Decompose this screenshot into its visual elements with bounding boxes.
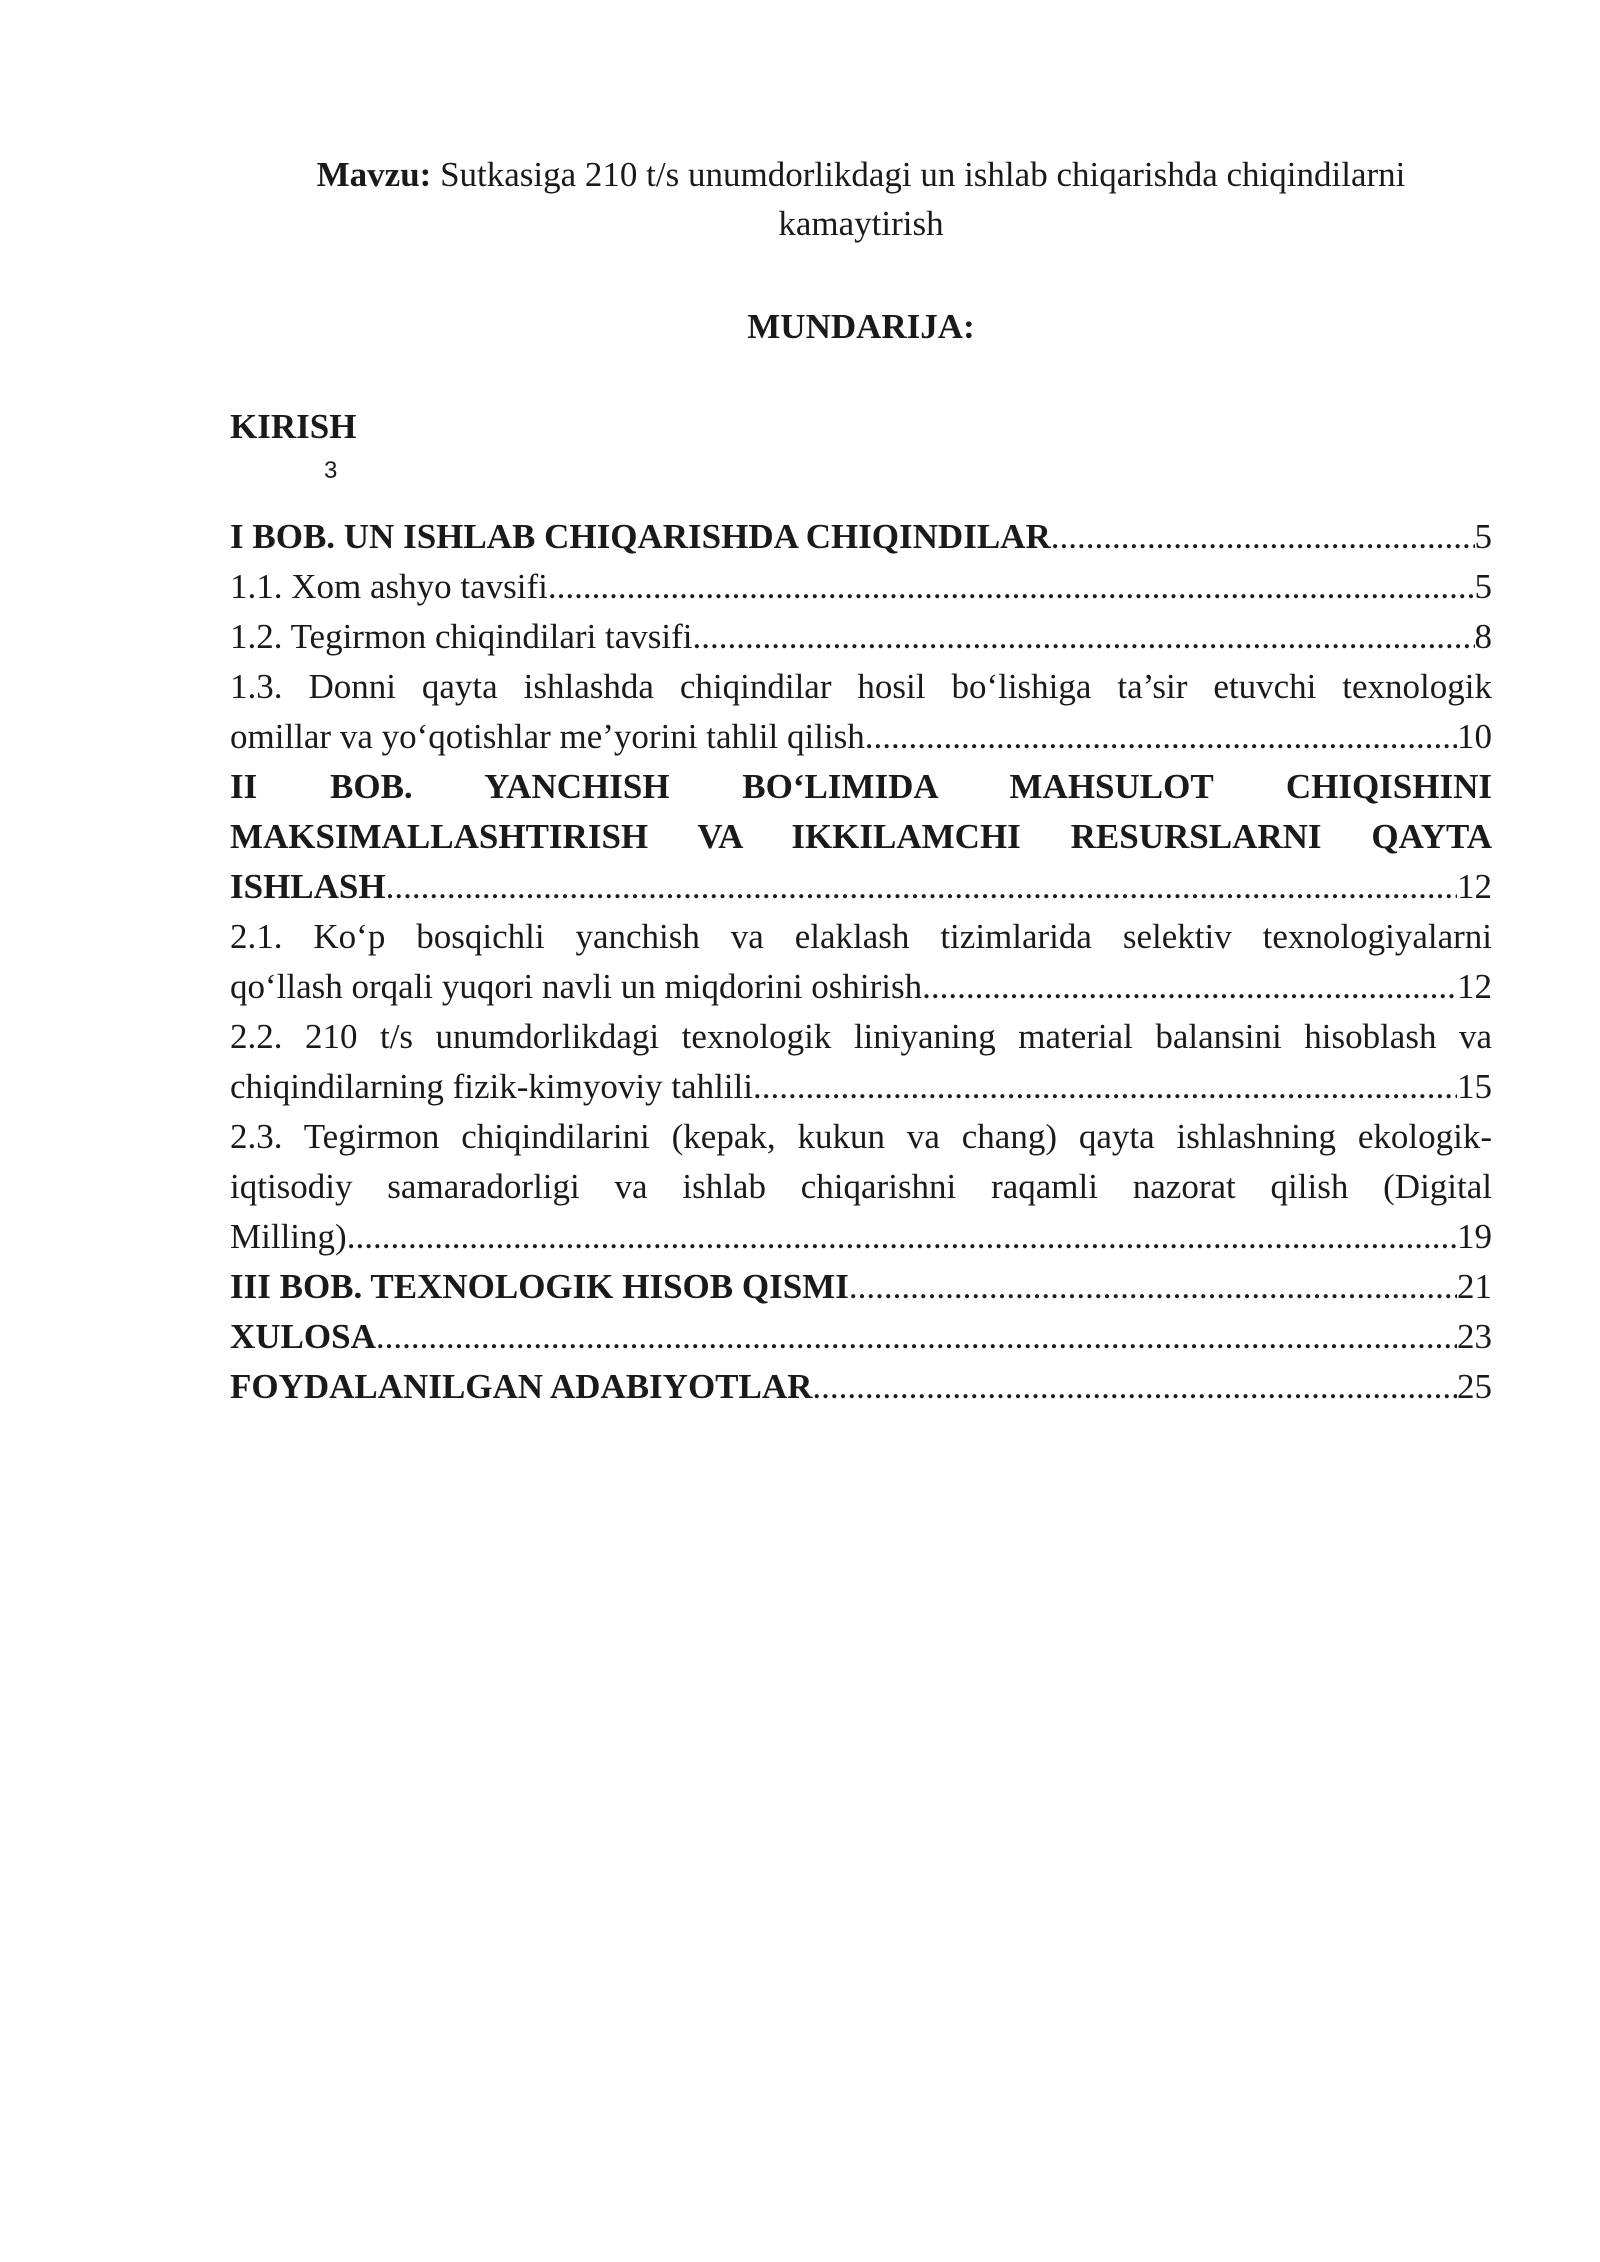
toc-entry (230, 1312, 1492, 1362)
toc-entry-last-line (230, 612, 1492, 662)
dot-leader (693, 612, 1475, 662)
toc-entry-title: 1.2. Tegirmon chiqindilari tavsifi (230, 617, 693, 656)
toc-entry-title: I BOB. UN ISHLAB CHIQARISHDA CHIQINDILAR (230, 517, 1051, 556)
toc-entry-last-line (230, 562, 1492, 612)
topic-line-1 (230, 150, 1492, 199)
toc-entry-last-line (230, 1262, 1492, 1312)
contents-heading: MUNDARIJA: (747, 307, 975, 346)
dot-leader (812, 1362, 1457, 1412)
toc-entry-page-number: 10 (1457, 717, 1492, 756)
toc-entry-page-number: 12 (1457, 967, 1492, 1006)
toc-entry-intro-title: KIRISH (230, 407, 357, 446)
dot-leader (922, 962, 1457, 1012)
dot-leader (548, 562, 1475, 612)
toc-entry-page-number: 5 (1474, 517, 1492, 556)
dot-leader (849, 1262, 1457, 1312)
dot-leader (753, 1062, 1457, 1112)
toc-entry-page-number: 23 (1457, 1317, 1492, 1356)
toc-entry-last-line (230, 512, 1492, 562)
toc-entry-last-line (230, 962, 1492, 1012)
toc-entry-title: FOYDALANILGAN ADABIYOTLAR (230, 1367, 813, 1406)
toc-entry-page-number: 12 (1457, 867, 1492, 906)
toc-entry (230, 1362, 1492, 1412)
toc-entry-title: XULOSA (230, 1317, 376, 1356)
toc-entry-last-line (230, 1062, 1492, 1112)
toc-entry-line: II BOB. YANCHISH BO‘LIMIDA MAHSULOT CHIQISHINI (230, 767, 1492, 806)
toc-entry-page-number: 25 (1457, 1367, 1492, 1406)
toc-entry-title: Milling) (230, 1217, 347, 1256)
toc-entry (230, 662, 1492, 762)
toc-entry-last-line (230, 1362, 1492, 1412)
toc-entry-page-number: 21 (1457, 1267, 1492, 1306)
toc-entry (230, 912, 1492, 1012)
dot-leader (386, 862, 1457, 912)
toc-entry-last-line (230, 1212, 1492, 1262)
toc-entry-page-number: 5 (1474, 567, 1492, 606)
topic-title-line-2: kamaytirish (778, 204, 944, 243)
toc-entry-line: 2.3. Tegirmon chiqindilarini (kepak, kukun va chang) qayta ishlashning ekologik- (230, 1117, 1492, 1156)
toc-entry (230, 1012, 1492, 1112)
toc-entry (230, 1112, 1492, 1262)
toc-entry-title: qo‘llash orqali yuqori navli un miqdorini oshirish (230, 967, 923, 1006)
dot-leader (1051, 512, 1475, 562)
toc-entry-intro-page-number: 3 (324, 457, 338, 484)
toc-entry-page-number: 19 (1457, 1217, 1492, 1256)
toc-entry-title: 1.1. Xom ashyo tavsifi (230, 567, 548, 606)
dot-leader (865, 712, 1457, 762)
toc-entry-last-line (230, 862, 1492, 912)
toc-entry-title: chiqindilarning fizik-kimyoviy tahlili (230, 1067, 753, 1106)
toc-entry-line: iqtisodiy samaradorligi va ishlab chiqarishni raqamli nazorat qilish (Digital (230, 1167, 1492, 1206)
toc-entry-last-line (230, 712, 1492, 762)
topic-title-line-1: Sutkasiga 210 t/s unumdorlikdagi un ishlab chiqarishda chiqindilarni (431, 155, 1406, 194)
table-of-contents (230, 512, 1492, 1412)
toc-entry (230, 512, 1492, 562)
toc-entry (230, 762, 1492, 912)
toc-entry-title: omillar va yo‘qotishlar me’yorini tahlil qilish (230, 717, 865, 756)
toc-entry (230, 562, 1492, 612)
topic-block (230, 150, 1492, 248)
toc-entry (230, 1262, 1492, 1312)
toc-entry-line: MAKSIMALLASHTIRISH VA IKKILAMCHI RESURSLARNI QAYTA (230, 817, 1492, 856)
toc-entry (230, 612, 1492, 662)
toc-entry-page-number: 8 (1474, 617, 1492, 656)
toc-entry-last-line (230, 1312, 1492, 1362)
toc-entry-line: 1.3. Donni qayta ishlashda chiqindilar hosil bo‘lishiga ta’sir etuvchi texnologik (230, 667, 1492, 706)
toc-entry-line: 2.1. Ko‘p bosqichli yanchish va elaklash tizimlarida selektiv texnologiyalarni (230, 917, 1492, 956)
toc-entry-page-number: 15 (1457, 1067, 1492, 1106)
toc-entry-line: 2.2. 210 t/s unumdorlikdagi texnologik liniyaning material balansini hisoblash va (230, 1017, 1492, 1056)
dot-leader (347, 1212, 1457, 1262)
toc-entry-title: ISHLASH (230, 867, 386, 906)
dot-leader (376, 1312, 1457, 1362)
topic-label: Mavzu: (316, 155, 432, 194)
toc-entry-title: III BOB. TEXNOLOGIK HISOB QISMI (230, 1267, 849, 1306)
